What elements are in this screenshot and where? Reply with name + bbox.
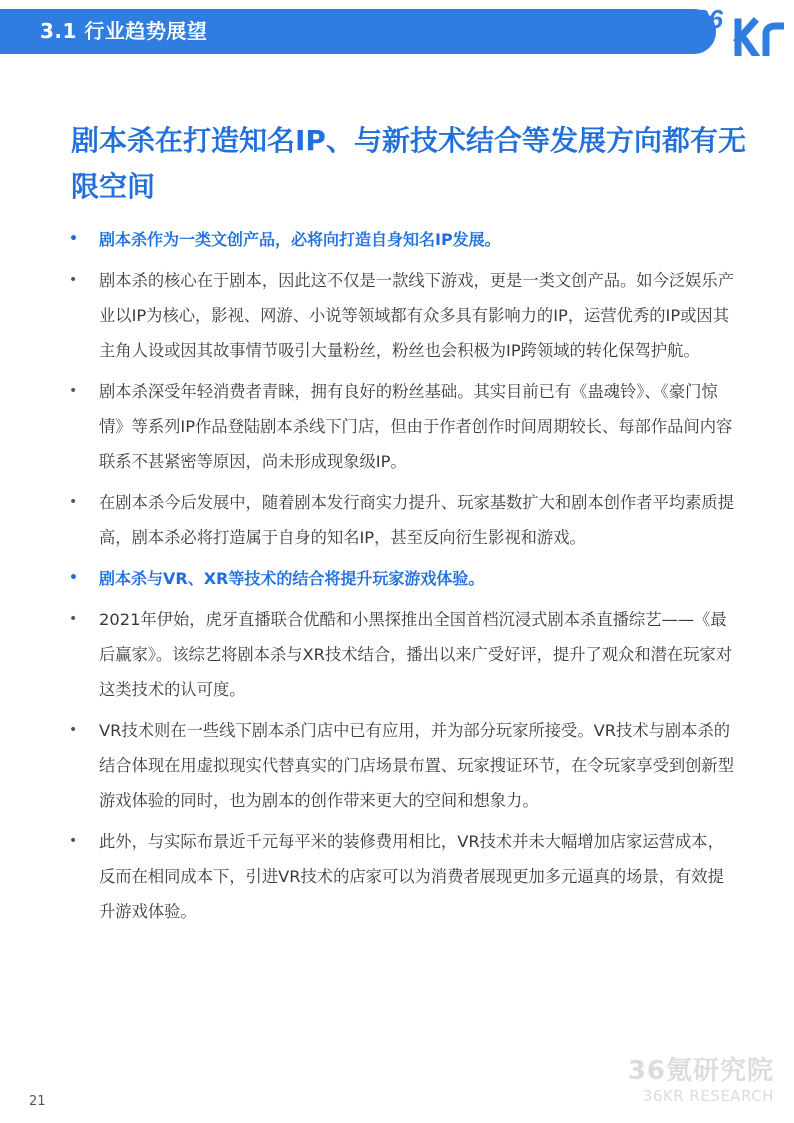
logo-k-shape	[738, 22, 756, 56]
research-watermark	[628, 1055, 774, 1105]
bullet-text: 2021年伊始，虎牙直播联合优酷和小黑探推出全国首档沉浸式剧本杀直播综艺——《最后赢家》。该综艺将剧本杀与XR技术结合，播出以来广受好评，提升了观众和潜在玩家对这类技术的认可度。	[99, 610, 733, 699]
logo-text-36: 36	[694, 4, 723, 34]
watermark-en: 36KR RESEARCH	[642, 1087, 774, 1105]
bullet-item-heading	[0, 222, 739, 257]
bullet-item	[0, 713, 739, 818]
bullet-dot-icon: •	[69, 272, 78, 288]
bullet-list	[0, 222, 794, 935]
bullet-item	[0, 374, 739, 479]
bullet-item	[0, 602, 739, 707]
bullet-text: VR技术则在一些线下剧本杀门店中已有应用，并为部分玩家所接受。VR技术与剧本杀的结合体现在用虚拟现实代替真实的门店场景布置、玩家搜证环节，在令玩家享受到创新型游戏体验的同时，也为剧本的创作带来更大的空间和想象力。	[99, 721, 734, 810]
bullet-dot-icon: •	[69, 722, 78, 738]
bullet-text: 剧本杀深受年轻消费者青睐，拥有良好的粉丝基础。其实目前已有《蛊魂铃》、《豪门惊情》等系列IP作品登陆剧本杀线下门店，但由于作者创作时间周期较长、每部作品间内容联系不甚紧密等原因，尚未形成现象级IP。	[99, 382, 733, 471]
bullet-text: 剧本杀的核心在于剧本，因此这不仅是一款线下游戏，更是一类文创产品。如今泛娱乐产业以IP为核心，影视、网游、小说等领域都有众多具有影响力的IP，运营优秀的IP或因其主角人设或因其故事情节吸引大量粉丝，粉丝也会积极为IP跨领域的转化保驾护航。	[99, 271, 734, 360]
bullet-dot-icon: •	[69, 494, 78, 510]
page-heading: 剧本杀在打造知名IP、与新技术结合等发展方向都有无限空间	[71, 124, 746, 203]
bullet-item	[0, 485, 739, 555]
watermark-cn: 36氪研究院	[627, 1056, 774, 1086]
section-title: 3.1 行业趋势展望	[40, 19, 208, 43]
bullet-text: 剧本杀作为一类文创产品，必将向打造自身知名IP发展。	[99, 230, 501, 249]
bullet-dot-icon: •	[69, 611, 78, 627]
page-number: 21	[29, 1094, 46, 1109]
36kr-logo	[694, 0, 794, 56]
bullet-item	[0, 263, 739, 368]
bullet-dot-icon: •	[69, 231, 78, 247]
bullet-dot-icon: •	[69, 833, 78, 849]
bullet-item-heading	[0, 561, 739, 596]
bullet-text: 剧本杀与VR、XR等技术的结合将提升玩家游戏体验。	[99, 569, 485, 588]
logo-r-shape	[766, 26, 784, 56]
bullet-text: 在剧本杀今后发展中，随着剧本发行商实力提升、玩家基数扩大和剧本创作者平均素质提高，剧本杀必将打造属于自身的知名IP，甚至反向衍生影视和游戏。	[99, 493, 734, 547]
bullet-text: 此外，与实际布景近千元每平米的装修费用相比，VR技术并未大幅增加店家运营成本，反而在相同成本下，引进VR技术的店家可以为消费者展现更加多元逼真的场景，有效提升游戏体验。	[99, 832, 724, 921]
bullet-item	[0, 824, 739, 929]
bullet-dot-icon: •	[69, 570, 78, 586]
bullet-dot-icon: •	[69, 383, 78, 399]
